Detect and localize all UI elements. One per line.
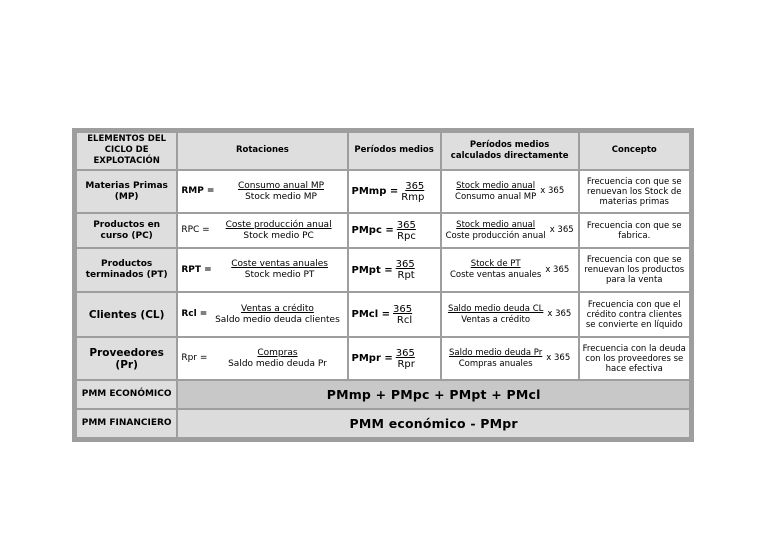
rotation-denominator: Saldo medio deuda Pr: [228, 358, 327, 369]
concept-text: Frecuencia con que se fabrica.: [580, 214, 689, 247]
period-cell: [349, 249, 440, 291]
direct-numerator: Stock de PT: [470, 259, 521, 270]
direct-denominator: Consumo anual MP: [455, 191, 537, 202]
direct-numerator: Saldo medio deuda CL: [447, 303, 544, 314]
direct-numerator: Stock medio anual: [456, 219, 536, 230]
period-denominator: Rpc: [397, 230, 416, 242]
rotation-cell: [178, 338, 346, 379]
direct-cell: [442, 249, 578, 291]
direct-multiplier: x 365: [545, 264, 570, 275]
rotation-denominator: Stock medio PC: [243, 230, 314, 241]
pmm-table: [75, 131, 691, 439]
element-label: Proveedores (Pr): [77, 338, 176, 379]
direct-denominator: Coste producción anual: [445, 230, 546, 241]
header-elements: ELEMENTOS DEL CICLO DE EXPLOTACIÓN: [77, 133, 176, 169]
direct-denominator: Ventas a crédito: [461, 314, 531, 325]
concept-text: Frecuencia con que el crédito contra clientes se convierte en líquido: [580, 293, 689, 336]
table-row: [77, 338, 689, 379]
rotation-numerator: Coste ventas anuales: [231, 259, 328, 270]
table-row: [77, 171, 689, 212]
period-label: PMcl =: [351, 309, 391, 321]
period-label: PMpt =: [351, 264, 393, 276]
pmm-table-frame: [72, 128, 694, 442]
period-numerator: 365: [395, 259, 415, 271]
total-row-economico: [77, 381, 689, 408]
header-row: [77, 133, 689, 169]
rotation-numerator: Ventas a crédito: [240, 303, 314, 314]
rotation-label: Rpr =: [181, 353, 208, 364]
rotation-label: RMP =: [181, 186, 215, 197]
rotation-cell: [178, 249, 346, 291]
direct-multiplier: x 365: [549, 225, 574, 236]
direct-cell: [442, 214, 578, 247]
period-cell: [349, 338, 440, 379]
rotation-cell: [178, 171, 346, 212]
rotation-numerator: Consumo anual MP: [238, 180, 325, 191]
table-row: [77, 249, 689, 291]
period-numerator: 365: [395, 347, 415, 359]
table-row: [77, 293, 689, 336]
concept-text: Frecuencia con que se renuevan los Stock de materias primas: [580, 171, 689, 212]
element-label: Materias Primas (MP): [77, 171, 176, 212]
rotation-label: Rcl =: [181, 309, 208, 320]
rotation-denominator: Stock medio PT: [244, 270, 315, 281]
element-label: Productos en curso (PC): [77, 214, 176, 247]
period-denominator: Rmp: [401, 191, 425, 203]
total-row-financiero: [77, 410, 689, 437]
direct-multiplier: x 365: [547, 309, 572, 320]
direct-multiplier: x 365: [546, 353, 571, 364]
rotation-cell: [178, 214, 346, 247]
rotation-denominator: Saldo medio deuda clientes: [215, 314, 340, 325]
total-formula: PMmp + PMpc + PMpt + PMcl: [178, 381, 689, 408]
period-cell: [349, 214, 440, 247]
period-numerator: 365: [405, 180, 425, 192]
total-label: PMM FINANCIERO: [77, 410, 176, 437]
period-numerator: 365: [393, 303, 413, 315]
period-numerator: 365: [396, 219, 416, 231]
concept-text: Frecuencia con la deuda con los proveedores se hace efectiva: [580, 338, 689, 379]
period-label: PMmp =: [351, 186, 399, 198]
header-direct: Períodos medios calculados directamente: [442, 133, 578, 169]
header-concept: Concepto: [580, 133, 689, 169]
rotation-label: RPC =: [181, 225, 210, 236]
rotation-numerator: Compras: [257, 347, 298, 358]
period-cell: [349, 293, 440, 336]
table-row: [77, 214, 689, 247]
rotation-label: RPT =: [181, 264, 212, 275]
header-rotations: Rotaciones: [178, 133, 346, 169]
direct-multiplier: x 365: [540, 186, 565, 197]
direct-denominator: Compras anuales: [458, 358, 533, 369]
total-label: PMM ECONÓMICO: [77, 381, 176, 408]
rotation-cell: [178, 293, 346, 336]
rotation-denominator: Stock medio MP: [245, 191, 317, 202]
direct-cell: [442, 338, 578, 379]
element-label: Clientes (CL): [77, 293, 176, 336]
concept-text: Frecuencia con que se renuevan los productos para la venta: [580, 249, 689, 291]
direct-cell: [442, 171, 578, 212]
direct-denominator: Coste ventas anuales: [449, 270, 542, 281]
period-label: PMpc =: [351, 225, 394, 237]
total-formula: PMM económico - PMpr: [178, 410, 689, 437]
direct-cell: [442, 293, 578, 336]
element-label: Productos terminados (PT): [77, 249, 176, 291]
rotation-numerator: Coste producción anual: [225, 219, 332, 230]
header-periods: Períodos medios: [349, 133, 440, 169]
direct-numerator: Saldo medio deuda Pr: [449, 347, 543, 358]
period-denominator: Rpr: [397, 358, 415, 370]
period-denominator: Rpt: [397, 270, 415, 282]
period-cell: [349, 171, 440, 212]
period-label: PMpr =: [351, 353, 393, 365]
period-denominator: Rcl: [396, 314, 413, 326]
direct-numerator: Stock medio anual: [456, 180, 536, 191]
